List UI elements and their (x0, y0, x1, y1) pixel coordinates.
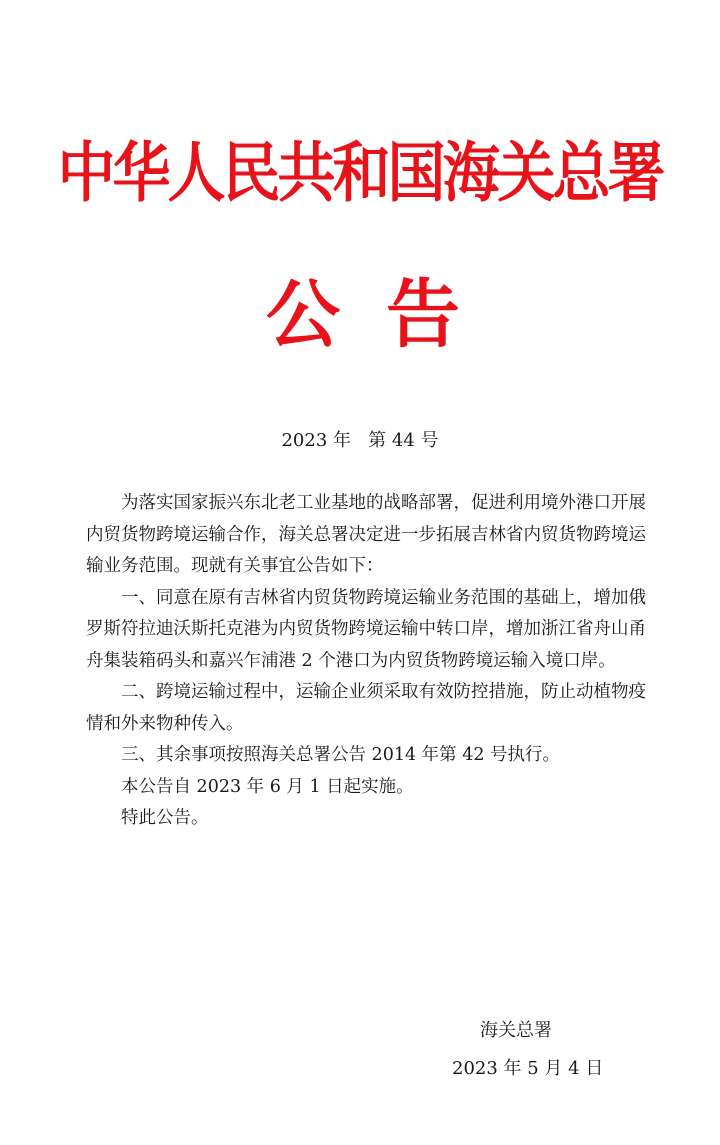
doc-type-title (0, 270, 720, 360)
body-paragraph-closing: 特此公告。 (121, 808, 209, 828)
doc-type-char-1: 公 (266, 272, 340, 358)
body-paragraph-item-3: 三、其余事项按照海关总署公告 2014 年第 42 号执行。 (121, 745, 561, 765)
announcement-body (86, 488, 646, 835)
body-paragraph-effective-date: 本公告自 2023 年 6 月 1 日起实施。 (121, 776, 414, 797)
doc-number: 2023 年 第 44 号 (281, 430, 439, 451)
body-paragraph-item-1: 一、同意在原有吉林省内贸货物跨境运输业务范围的基础上，增加俄罗斯符拉迪沃斯托克港为内贸货物跨境运输中转口岸，增加浙江省舟山甬舟集装箱码头和嘉兴乍浦港 2 个港口为内贸货物跨境运输入境口岸。 (86, 587, 646, 671)
org-title: 中华人民共和国海关总署 (57, 134, 663, 211)
doc-type-char-2: 告 (386, 272, 460, 358)
body-paragraph-intro: 为落实国家振兴东北老工业基地的战略部署，促进利用境外港口开展内贸货物跨境运输合作，海关总署决定进一步拓展吉林省内贸货物跨境运输业务范围。现就有关事宜公告如下： (86, 493, 646, 576)
signature-org: 海关总署 (480, 1020, 552, 1041)
signature-date: 2023 年 5 月 4 日 (452, 1058, 604, 1079)
body-paragraph-item-2: 二、跨境运输过程中，运输企业须采取有效防控措施，防止动植物疫情和外来物种传入。 (86, 682, 646, 734)
